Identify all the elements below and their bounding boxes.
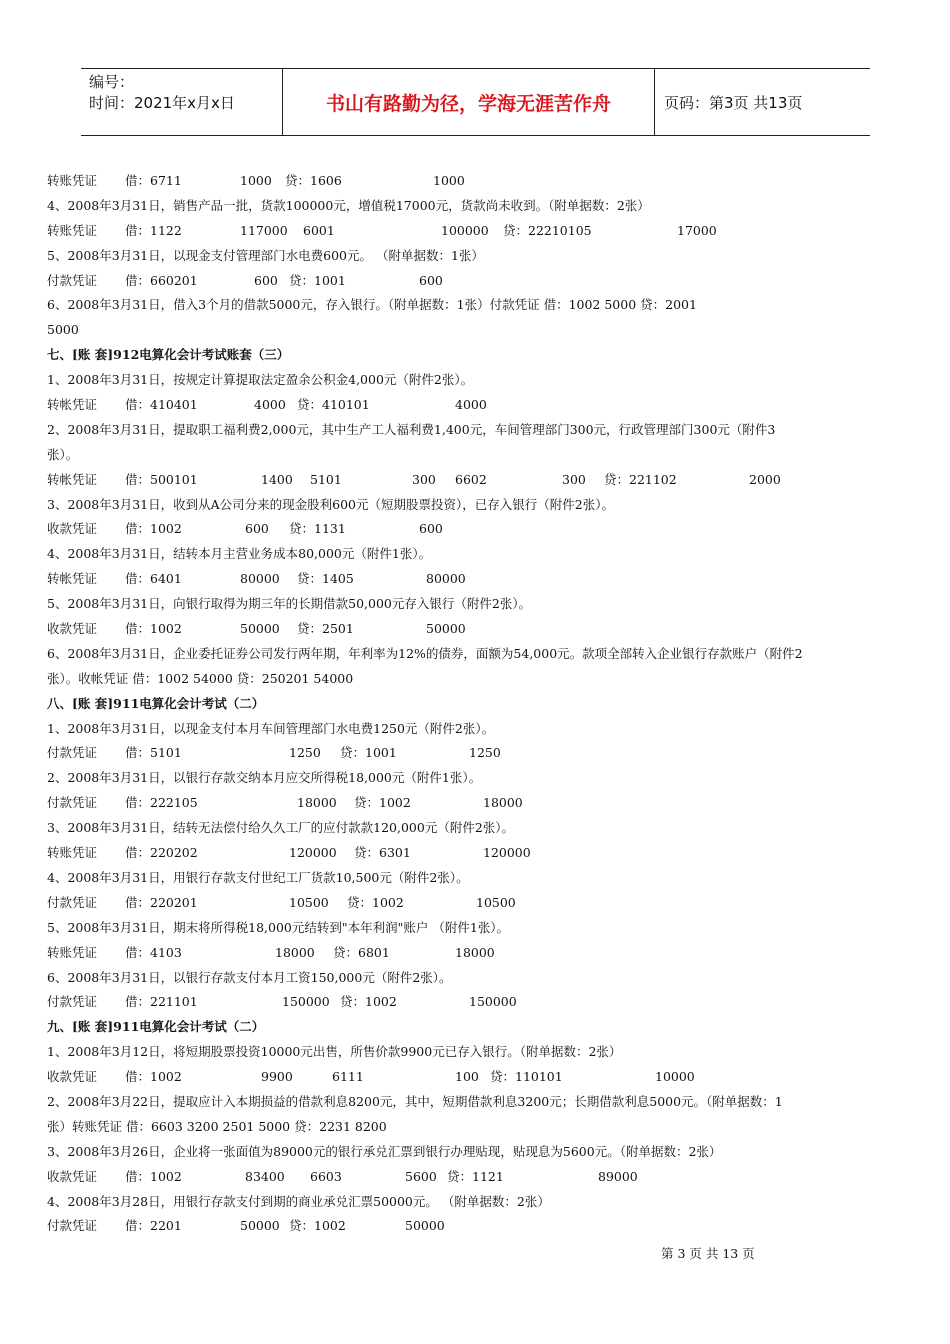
voucher-field: 借：5101 <box>125 745 182 761</box>
voucher-entry-line <box>47 1165 907 1190</box>
voucher-field: 18000 <box>455 944 495 960</box>
voucher-field: 17000 <box>677 222 717 238</box>
voucher-entry-line <box>47 841 907 866</box>
header-page-code: 页码：第3页 共13页 <box>664 93 803 112</box>
voucher-field: 4000 <box>254 397 286 413</box>
text-line: 2、2008年3月22日，提取应计入本期损益的借款利息8200元，其中，短期借款利息3200元；长期借款利息5000元。（附单据数：1 <box>47 1093 783 1109</box>
voucher-field: 借：500101 <box>125 471 198 487</box>
voucher-field: 10000 <box>655 1069 695 1085</box>
voucher-type: 付款凭证 <box>47 745 98 761</box>
voucher-field: 89000 <box>598 1168 638 1184</box>
text-line: 3、2008年3月31日，收到从A公司分来的现金股利600元（短期股票投资），已存入银行（附件2张）。 <box>47 496 614 512</box>
voucher-field: 600 <box>254 272 278 288</box>
voucher-type: 转帐凭证 <box>47 471 98 487</box>
voucher-type: 转账凭证 <box>47 944 98 960</box>
voucher-entry-line <box>47 741 907 766</box>
voucher-entry-line <box>47 517 907 542</box>
voucher-field: 83400 <box>245 1168 285 1184</box>
voucher-field: 贷：221102 <box>604 471 677 487</box>
voucher-entry-line <box>47 941 907 966</box>
voucher-field: 贷：2501 <box>297 621 354 637</box>
voucher-type: 付款凭证 <box>47 272 98 288</box>
section-heading: 九、[账 套]911电算化会计考试（二） <box>47 1019 265 1035</box>
voucher-field: 6111 <box>332 1069 364 1085</box>
voucher-field: 贷：1001 <box>340 745 397 761</box>
voucher-field: 600 <box>245 521 269 537</box>
voucher-field: 1250 <box>289 745 321 761</box>
voucher-field: 贷：1002 <box>340 994 397 1010</box>
voucher-field: 120000 <box>289 845 337 861</box>
voucher-field: 600 <box>419 521 443 537</box>
text-line: 6、2008年3月31日，企业委托证券公司发行两年期，年利率为12%的债券，面额为54,000元。款项全部转入企业银行存款账户（附件2 <box>47 645 803 661</box>
voucher-field: 1000 <box>433 173 465 188</box>
voucher-type: 转账凭证 <box>47 845 98 861</box>
voucher-field: 借：222105 <box>125 795 198 811</box>
voucher-entry-line <box>47 219 907 244</box>
voucher-field: 50000 <box>426 621 466 637</box>
text-line: 6、2008年3月31日，以银行存款支付本月工资150,000元（附件2张）。 <box>47 969 452 985</box>
voucher-field: 10500 <box>289 894 329 910</box>
voucher-type: 付款凭证 <box>47 795 98 811</box>
voucher-entry-line <box>47 169 907 194</box>
voucher-field: 贷：6801 <box>333 944 390 960</box>
voucher-field: 贷：6301 <box>354 845 411 861</box>
voucher-field: 18000 <box>275 944 315 960</box>
text-line: 1、2008年3月31日，以现金支付本月车间管理部门水电费1250元（附件2张）。 <box>47 720 495 736</box>
voucher-field: 贷：22210105 <box>503 222 592 238</box>
voucher-field: 80000 <box>426 571 466 587</box>
voucher-field: 贷：410101 <box>297 397 370 413</box>
voucher-field: 1400 <box>261 471 293 487</box>
voucher-field: 1000 <box>240 173 272 188</box>
section-heading: 八、[账 套]911电算化会计考试（二） <box>47 695 265 711</box>
voucher-field: 100 <box>455 1069 479 1085</box>
voucher-field: 贷：1131 <box>289 521 346 537</box>
voucher-field: 借：1002 <box>125 621 182 637</box>
page-footer: 第 3 页 共 13 页 <box>661 1246 755 1261</box>
text-line: 1、2008年3月31日，按规定计算提取法定盈余公积金4,000元（附件2张）。 <box>47 372 474 388</box>
text-line: 2、2008年3月31日，提取职工福利费2,000元，其中生产工人福利费1,400元，车间管理部门300元，行政管理部门300元（附件3 <box>47 421 776 437</box>
text-line: 4、2008年3月31日，销售产品一批，货款100000元，增值税17000元，货款尚未收到。（附单据数：2张） <box>47 197 650 213</box>
voucher-type: 付款凭证 <box>47 1218 98 1234</box>
voucher-field: 18000 <box>297 795 337 811</box>
voucher-field: 4000 <box>455 397 487 413</box>
header-meta <box>81 69 282 135</box>
voucher-field: 150000 <box>282 994 330 1010</box>
voucher-field: 18000 <box>483 795 523 811</box>
voucher-field: 5101 <box>310 471 342 487</box>
voucher-field: 9900 <box>261 1069 293 1085</box>
text-line: 4、2008年3月31日，用银行存款支付世纪工厂货款10,500元（附件2张）。 <box>47 869 469 885</box>
voucher-type: 转帐凭证 <box>47 571 98 587</box>
voucher-field: 150000 <box>469 994 517 1010</box>
voucher-type: 付款凭证 <box>47 994 98 1010</box>
voucher-field: 6001 <box>303 222 335 238</box>
section-heading: 七、[账 套]912电算化会计考试账套（三） <box>47 347 290 363</box>
voucher-type: 转账凭证 <box>47 173 98 188</box>
voucher-entry-line <box>47 1214 907 1239</box>
text-line: 5、2008年3月31日，向银行取得为期三年的长期借款50,000元存入银行（附件2张）。 <box>47 596 532 612</box>
text-line: 2、2008年3月31日，以银行存款交纳本月应交所得税18,000元（附件1张）。 <box>47 770 482 786</box>
voucher-type: 转账凭证 <box>47 222 98 238</box>
voucher-field: 借：1002 <box>125 1168 182 1184</box>
voucher-entry-line <box>47 468 907 493</box>
voucher-field: 5600 <box>405 1168 437 1184</box>
voucher-type: 收款凭证 <box>47 1168 98 1184</box>
voucher-field: 贷：1002 <box>354 795 411 811</box>
voucher-field: 借：220201 <box>125 894 198 910</box>
voucher-field: 50000 <box>405 1218 445 1234</box>
page-header <box>81 68 870 136</box>
voucher-field: 借：1002 <box>125 1069 182 1085</box>
text-line: 张）。 <box>47 446 79 462</box>
voucher-field: 借：1122 <box>125 222 182 238</box>
voucher-field: 6602 <box>455 471 487 487</box>
number-label: 编号： <box>89 73 135 91</box>
voucher-field: 贷：1606 <box>285 173 342 188</box>
text-line: 1、2008年3月12日，将短期股票投资10000元出售，所售价款9900元已存入银行。（附单据数：2张） <box>47 1044 622 1060</box>
voucher-field: 借：220202 <box>125 845 198 861</box>
voucher-entry-line <box>47 617 907 642</box>
voucher-field: 600 <box>419 272 443 288</box>
voucher-field: 2000 <box>749 471 781 487</box>
text-line: 4、2008年3月31日，结转本月主营业务成本80,000元（附件1张）。 <box>47 546 432 562</box>
voucher-field: 借：1002 <box>125 521 182 537</box>
voucher-field: 1250 <box>469 745 501 761</box>
voucher-field: 贷：1405 <box>297 571 354 587</box>
voucher-field: 117000 <box>240 222 288 238</box>
voucher-field: 10500 <box>476 894 516 910</box>
voucher-field: 300 <box>562 471 586 487</box>
voucher-field: 贷：1001 <box>289 272 346 288</box>
text-line: 3、2008年3月26日，企业将一张面值为89000元的银行承兑汇票到银行办理贴现，贴现息为5600元。（附单据数：2张） <box>47 1143 722 1159</box>
voucher-type: 转帐凭证 <box>47 397 98 413</box>
text-line: 5000 <box>47 322 79 338</box>
voucher-field: 贷：1121 <box>447 1168 504 1184</box>
voucher-field: 借：2201 <box>125 1218 182 1234</box>
voucher-field: 借：4103 <box>125 944 182 960</box>
text-line: 张）。收帐凭证 借：1002 54000 贷：250201 54000 <box>47 670 354 686</box>
voucher-entry-line <box>47 567 907 592</box>
voucher-type: 收款凭证 <box>47 621 98 637</box>
voucher-type: 付款凭证 <box>47 894 98 910</box>
voucher-field: 贷：1002 <box>347 894 404 910</box>
text-line: 张）转账凭证 借：6603 3200 2501 5000 贷：2231 8200 <box>47 1118 387 1134</box>
voucher-field: 300 <box>412 471 436 487</box>
text-line: 5、2008年3月31日，以现金支付管理部门水电费600元。 （附单据数：1张） <box>47 247 484 263</box>
text-line: 3、2008年3月31日，结转无法偿付给久久工厂的应付款款120,000元（附件2张）。 <box>47 820 515 836</box>
voucher-field: 50000 <box>240 1218 280 1234</box>
voucher-field: 借：410401 <box>125 397 198 413</box>
text-line: 6、2008年3月31日，借入3个月的借款5000元，存入银行。（附单据数：1张）付款凭证 借：1002 5000 贷：2001 <box>47 297 697 313</box>
voucher-entry-line <box>47 990 907 1015</box>
text-line: 5、2008年3月31日，期末将所得税18,000元结转到"本年利润"账户 （附件1张）。 <box>47 919 510 935</box>
text-line: 4、2008年3月28日，用银行存款支付到期的商业承兑汇票50000元。 （附单据数：2张） <box>47 1193 550 1209</box>
voucher-entry-line <box>47 269 907 294</box>
voucher-field: 借：6401 <box>125 571 182 587</box>
voucher-field: 借：660201 <box>125 272 198 288</box>
voucher-field: 50000 <box>240 621 280 637</box>
voucher-entry-line <box>47 1065 907 1090</box>
voucher-field: 120000 <box>483 845 531 861</box>
voucher-field: 借：221101 <box>125 994 198 1010</box>
document-body <box>47 169 907 1239</box>
voucher-field: 贷：1002 <box>289 1218 346 1234</box>
voucher-field: 6603 <box>310 1168 342 1184</box>
voucher-field: 借：6711 <box>125 173 182 188</box>
voucher-entry-line <box>47 791 907 816</box>
voucher-type: 收款凭证 <box>47 521 98 537</box>
voucher-field: 100000 <box>441 222 489 238</box>
header-motto: 书山有路勤为径，学海无涯苦作舟 <box>282 69 655 135</box>
voucher-entry-line <box>47 891 907 916</box>
voucher-type: 收款凭证 <box>47 1069 98 1085</box>
voucher-entry-line <box>47 393 907 418</box>
time-label: 时间：2021年x月x日 <box>89 94 235 112</box>
voucher-field: 贷：110101 <box>490 1069 563 1085</box>
voucher-field: 80000 <box>240 571 280 587</box>
